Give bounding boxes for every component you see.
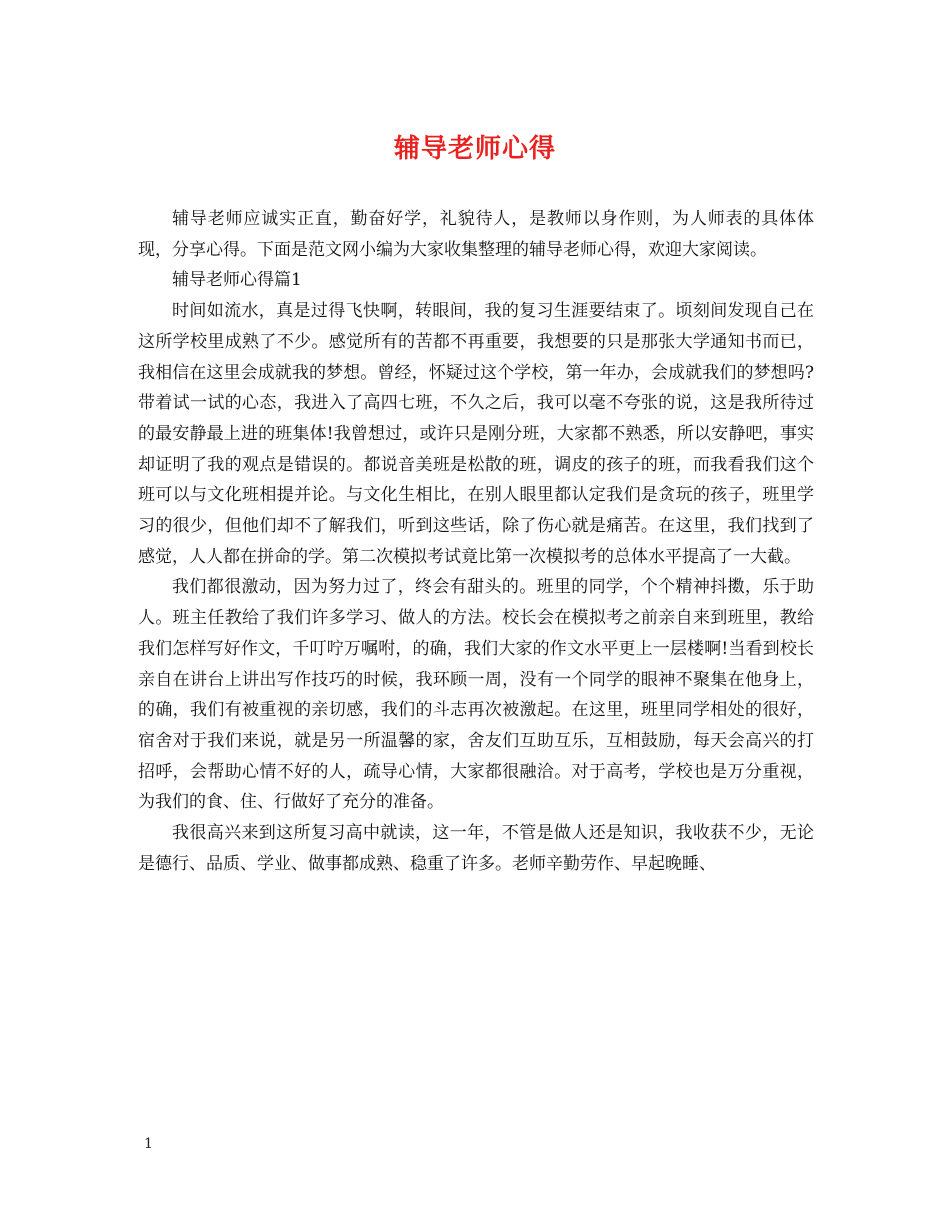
document-title: 辅导老师心得 (393, 134, 556, 164)
intro-paragraph: 辅导老师应诚实正直，勤奋好学，礼貌待人，是教师以身作则，为人师表的具体体现，分享心得。下面是范文网小编为大家收集整理的辅导老师心得，欢迎大家阅读。 (138, 209, 814, 260)
body-paragraph: 我们都很激动，因为努力过了，终会有甜头的。班里的同学，个个精神抖擞，乐于助人。班主任教给了我们许多学习、做人的方法。校长会在模拟考之前亲自来到班里，教给我们怎样写好作文，千叮咛万嘱咐，的确，我们大家的作文水平更上一层楼啊!当看到校长亲自在讲台上讲出写作技巧的时候，我环顾一周，没有一个同学的眼神不聚集在他身上，的确，我们有被重视的亲切感，我们的斗志再次被激起。在这里，班里同学相处的很好，宿舍对于我们来说，就是另一所温馨的家，舍友们互助互乐，互相鼓励，每天会高兴的打招呼，会帮助心情不好的人，疏导心情，大家都很融洽。对于高考，学校也是万分重视，为我们的食、住、行做好了充分的准备。 (138, 577, 814, 813)
body-paragraph: 我很高兴来到这所复习高中就读，这一年，不管是做人还是知识，我收获不少，无论是德行、品质、学业、做事都成熟、稳重了许多。老师辛勤劳作、早起晚睡、 (138, 823, 814, 874)
body-paragraph: 时间如流水，真是过得飞快啊，转眼间，我的复习生涯要结束了。顷刻间发现自己在这所学校里成熟了不少。感觉所有的苦都不再重要，我想要的只是那张大学通知书而已，我相信在这里会成就我的梦想。曾经，怀疑过这个学校，第一年办，会成就我们的梦想吗?带着试一试的心态，我进入了高四七班，不久之后，我可以毫不夸张的说，这是我所待过的最安静最上进的班集体!我曾想过，或许只是刚分班，大家都不熟悉，所以安静吧，事实却证明了我的观点是错误的。都说音美班是松散的班，调皮的孩子的班，而我看我们这个班可以与文化班相提并论。与文化生相比，在别人眼里都认定我们是贪玩的孩子，班里学习的很少，但他们却不了解我们，听到这些话，除了伤心就是痛苦。在这里，我们找到了感觉，人人都在拼命的学。第二次模拟考试竟比第一次模拟考的总体水平提高了一大截。 (138, 301, 814, 567)
document-body (138, 204, 814, 879)
section-heading: 辅导老师心得篇1 (172, 270, 302, 291)
page-number: 1 (144, 1136, 153, 1152)
